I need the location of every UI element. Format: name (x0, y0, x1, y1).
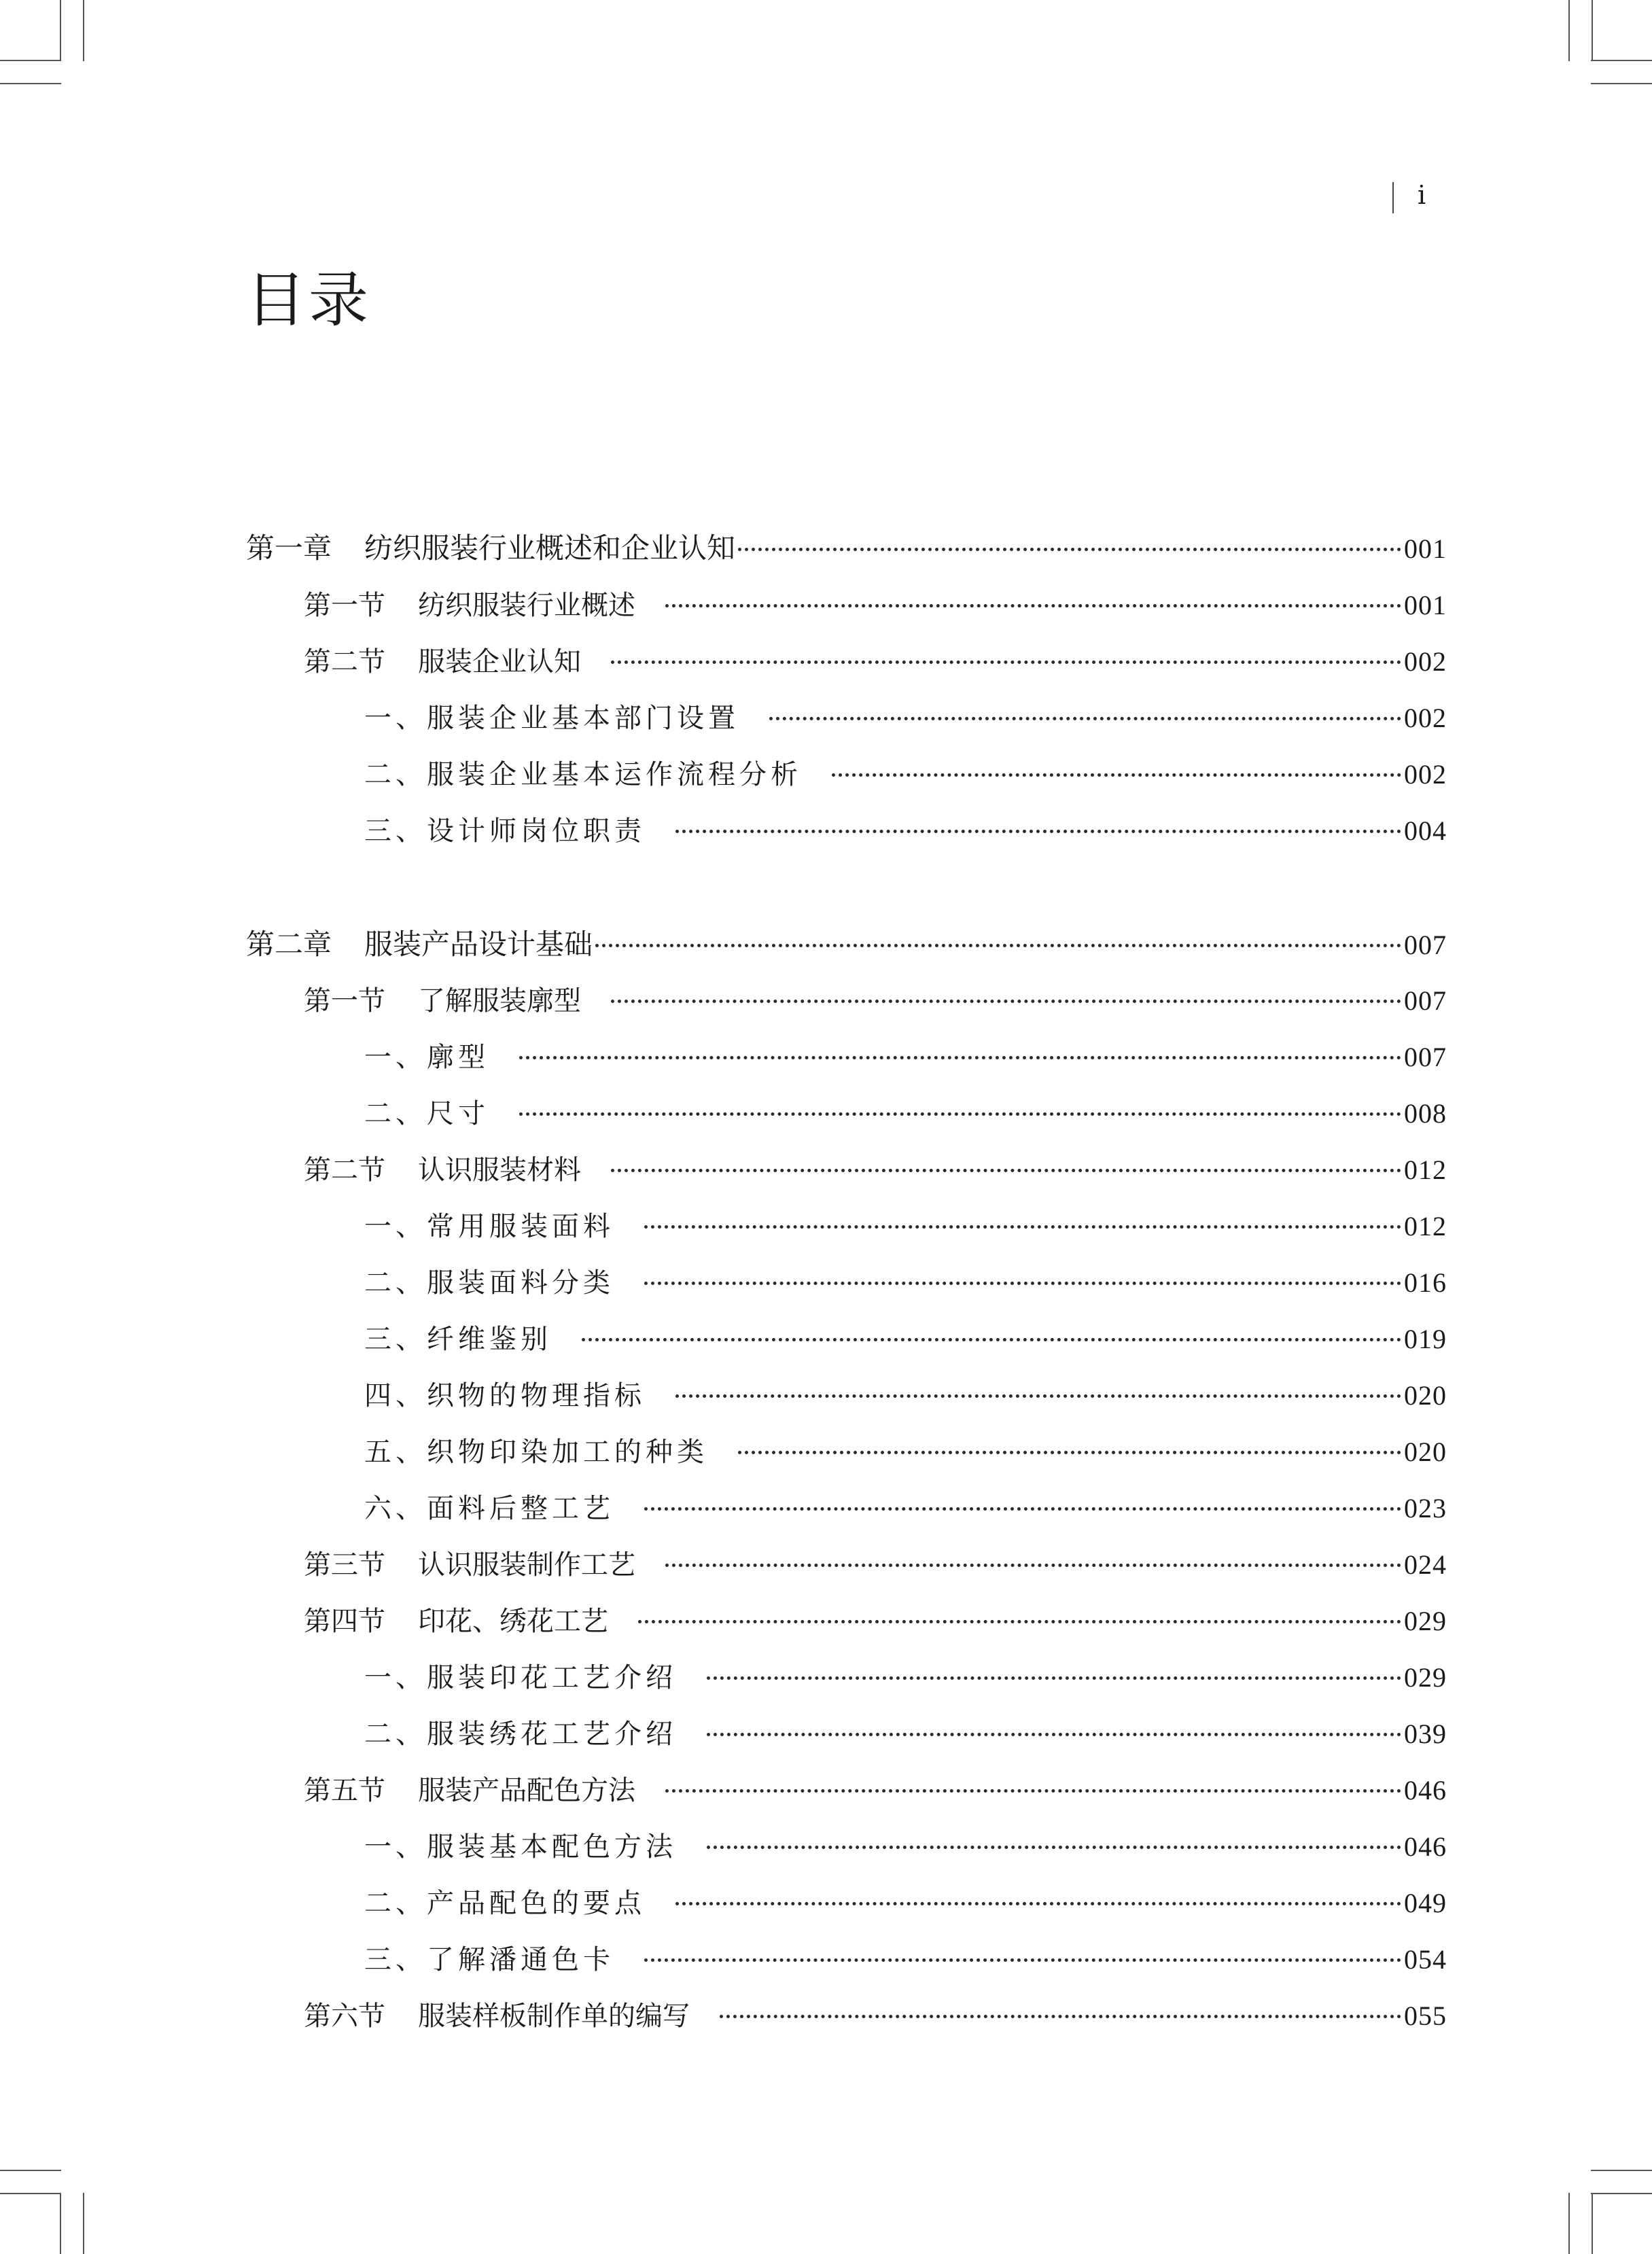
toc-entry-title: 印花、绣花工艺 (418, 1606, 608, 1637)
toc-entry-page: 020 (1404, 1437, 1447, 1467)
dot-leader (611, 1169, 1401, 1172)
toc-entry-number: 一、 (364, 1042, 427, 1073)
toc-entry-number: 五、 (364, 1437, 427, 1468)
dot-leader (582, 1338, 1401, 1341)
crop-mark (1592, 0, 1593, 61)
toc-entry-title: 服装绣花工艺介绍 (427, 1719, 677, 1750)
toc-entry-sub[interactable] (364, 1263, 1447, 1303)
toc-entry-page: 004 (1404, 815, 1447, 846)
toc-entry-title: 服装产品设计基础 (364, 928, 593, 961)
dot-leader (519, 1112, 1401, 1116)
folio-rule (1392, 182, 1394, 213)
toc-entry-page: 002 (1404, 759, 1447, 790)
toc-entry-number: 三、 (364, 1324, 427, 1355)
toc-entry-page: 055 (1404, 2001, 1447, 2031)
toc-entry-number: 第六节 (304, 2001, 385, 2032)
toc-entry-page: 001 (1404, 533, 1447, 564)
dot-leader (665, 1564, 1401, 1567)
toc-entry-page: 008 (1404, 1098, 1447, 1129)
toc-entry-title: 产品配色的要点 (427, 1888, 646, 1919)
toc-entry-sub[interactable] (364, 1488, 1447, 1529)
toc-entry-page: 024 (1404, 1549, 1447, 1580)
toc-entry-title: 服装企业基本部门设置 (427, 703, 739, 734)
toc-entry-number: 四、 (364, 1380, 427, 1411)
dot-leader (675, 830, 1401, 833)
toc-entry-title: 纤维鉴别 (427, 1324, 552, 1355)
toc-entry-title: 设计师岗位职责 (427, 815, 646, 847)
toc-entry-number: 一、 (364, 1831, 427, 1863)
toc-entry-sub[interactable] (364, 1375, 1447, 1416)
toc-entry-page: 001 (1404, 590, 1447, 620)
toc-entry-number: 二、 (364, 1888, 427, 1919)
toc-entry-title: 认识服装制作工艺 (418, 1549, 635, 1581)
toc-entry-number: 一、 (364, 1662, 427, 1693)
toc-entry-page: 002 (1404, 703, 1447, 733)
dot-leader (644, 1225, 1401, 1229)
toc-entry-title: 服装面料分类 (427, 1267, 614, 1299)
toc-entry-title: 尺寸 (427, 1098, 489, 1129)
toc-entry-chapter[interactable] (246, 528, 1447, 569)
toc-entry-sub[interactable] (364, 811, 1447, 851)
crop-mark (83, 0, 84, 61)
crop-mark (0, 2170, 61, 2171)
toc-entry-title: 织物的物理指标 (427, 1380, 646, 1411)
crop-mark (1591, 2193, 1652, 2194)
toc-entry-sub[interactable] (364, 1093, 1447, 1134)
dot-leader (675, 1394, 1401, 1398)
dot-leader (665, 1789, 1401, 1793)
toc-entry-title: 服装企业基本运作流程分析 (427, 759, 802, 790)
crop-mark (0, 60, 61, 61)
toc-entry-sub[interactable] (364, 1883, 1447, 1924)
toc-entry-section[interactable] (304, 585, 1447, 626)
toc-entry-section[interactable] (304, 981, 1447, 1021)
toc-entry-title: 纺织服装行业概述和企业认知 (364, 531, 736, 565)
toc-entry-sub[interactable] (364, 1206, 1447, 1247)
toc-entry-page: 039 (1404, 1719, 1447, 1749)
dot-leader (720, 2015, 1401, 2018)
dot-leader (769, 717, 1401, 720)
toc-entry-number: 二、 (364, 759, 427, 790)
toc-entry-number: 第五节 (304, 1775, 385, 1806)
crop-mark (60, 2193, 61, 2254)
toc-entry-number: 一、 (364, 1211, 427, 1242)
dot-leader (738, 1451, 1401, 1454)
toc-entry-number: 第一章 (246, 531, 332, 565)
toc-entry-sub[interactable] (364, 1714, 1447, 1755)
toc-entry-number: 第三节 (304, 1549, 385, 1581)
toc-entry-title: 了解潘通色卡 (427, 1944, 614, 1975)
crop-mark (1592, 2193, 1593, 2254)
toc-entry-chapter[interactable] (246, 924, 1447, 965)
page-folio: i (1418, 180, 1426, 210)
toc-entry-title: 服装基本配色方法 (427, 1831, 677, 1863)
toc-entry-number: 第一节 (304, 985, 385, 1017)
toc-entry-page: 002 (1404, 646, 1447, 677)
toc-entry-number: 三、 (364, 1944, 427, 1975)
toc-entry-title: 服装样板制作单的编写 (418, 2001, 690, 2032)
toc-entry-number: 三、 (364, 815, 427, 847)
dot-leader (707, 1676, 1401, 1680)
crop-mark (1568, 2193, 1570, 2254)
toc-entry-sub[interactable] (364, 1827, 1447, 1867)
toc-entry-title: 了解服装廓型 (418, 985, 581, 1017)
dot-leader (707, 1733, 1401, 1736)
toc-title: 目录 (246, 265, 372, 335)
dot-leader (595, 944, 1401, 947)
dot-leader (644, 1282, 1401, 1285)
toc-entry-number: 一、 (364, 703, 427, 734)
toc-entry-page: 007 (1404, 985, 1447, 1016)
crop-mark (83, 2193, 84, 2254)
toc-entry-number: 第二章 (246, 928, 332, 961)
toc-entry-title: 纺织服装行业概述 (418, 590, 635, 621)
crop-mark (60, 0, 61, 61)
crop-mark (1591, 60, 1652, 61)
crop-mark (1591, 2170, 1652, 2171)
toc-entry-sub[interactable] (364, 1432, 1447, 1473)
toc-entry-title: 面料后整工艺 (427, 1493, 614, 1524)
dot-leader (738, 548, 1401, 551)
dot-leader (675, 1902, 1401, 1905)
dot-leader (519, 1056, 1401, 1059)
toc-entry-page: 007 (1404, 930, 1447, 960)
toc-entry-title: 服装印花工艺介绍 (427, 1662, 677, 1693)
toc-entry-title: 廓型 (427, 1042, 489, 1073)
toc-entry-page: 054 (1404, 1944, 1447, 1975)
toc-entry-section[interactable] (304, 1770, 1447, 1811)
toc-entry-section[interactable] (304, 641, 1447, 682)
toc-entry-sub[interactable] (364, 698, 1447, 739)
toc-entry-page: 019 (1404, 1324, 1447, 1354)
toc-entry-page: 029 (1404, 1606, 1447, 1636)
toc-entry-page: 012 (1404, 1211, 1447, 1242)
toc-entry-number: 第四节 (304, 1606, 385, 1637)
toc-entry-sub[interactable] (364, 754, 1447, 795)
toc-entry-title: 认识服装材料 (418, 1155, 581, 1186)
toc-entry-page: 029 (1404, 1662, 1447, 1693)
toc-entry-number: 六、 (364, 1493, 427, 1524)
dot-leader (832, 773, 1401, 777)
crop-mark (0, 2193, 61, 2194)
toc-entry-page: 049 (1404, 1888, 1447, 1918)
toc-entry-page: 012 (1404, 1155, 1447, 1185)
dot-leader (638, 1620, 1401, 1623)
toc-entry-page: 023 (1404, 1493, 1447, 1524)
toc-entry-page: 046 (1404, 1831, 1447, 1862)
toc-entry-section[interactable] (304, 1150, 1447, 1191)
crop-mark (0, 83, 61, 84)
toc-entry-title: 织物印染加工的种类 (427, 1437, 708, 1468)
toc-entry-number: 二、 (364, 1098, 427, 1129)
toc-entry-number: 第二节 (304, 646, 385, 677)
toc-entry-page: 016 (1404, 1267, 1447, 1298)
dot-leader (611, 661, 1401, 664)
toc-entry-sub[interactable] (364, 1657, 1447, 1698)
toc-entry-page: 046 (1404, 1775, 1447, 1806)
toc-entry-title: 服装产品配色方法 (418, 1775, 635, 1806)
toc-entry-number: 二、 (364, 1267, 427, 1299)
toc-entry-title: 服装企业认知 (418, 646, 581, 677)
dot-leader (644, 1958, 1401, 1962)
toc-entry-section[interactable] (304, 1545, 1447, 1585)
toc-entry-number: 二、 (364, 1719, 427, 1750)
toc-entry-section[interactable] (304, 1996, 1447, 2037)
dot-leader (665, 604, 1401, 607)
dot-leader (611, 1000, 1401, 1003)
toc-entry-number: 第一节 (304, 590, 385, 621)
toc-entry-sub[interactable] (364, 1939, 1447, 1980)
toc-entry-title: 常用服装面料 (427, 1211, 614, 1242)
crop-mark (1568, 0, 1570, 61)
toc-entry-page: 020 (1404, 1380, 1447, 1411)
toc-entry-sub[interactable] (364, 1037, 1447, 1078)
toc-entry-number: 第二节 (304, 1155, 385, 1186)
toc-entry-sub[interactable] (364, 1319, 1447, 1360)
crop-mark (1591, 83, 1652, 84)
toc-entry-section[interactable] (304, 1601, 1447, 1642)
dot-leader (644, 1507, 1401, 1511)
dot-leader (707, 1846, 1401, 1849)
toc-entry-page: 007 (1404, 1042, 1447, 1072)
